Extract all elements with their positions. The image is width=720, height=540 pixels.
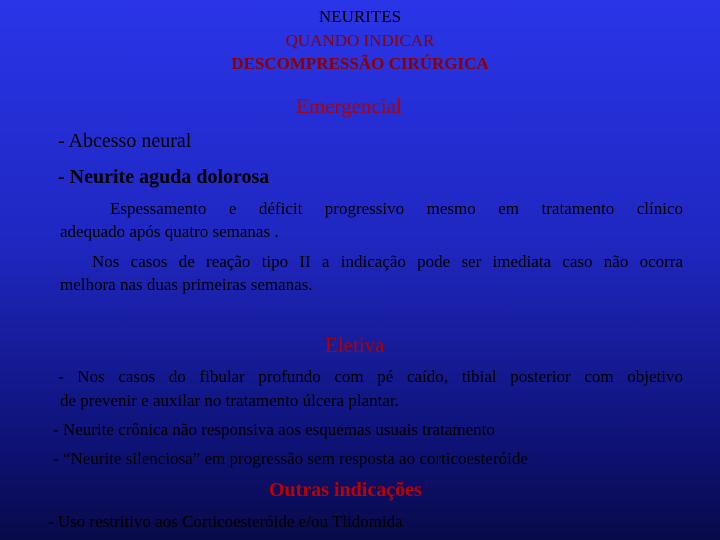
title-line-2: QUANDO INDICAR (285, 31, 435, 50)
title-line-1: NEURITES (318, 7, 402, 26)
eletiva-item-2: - Neurite crônica não responsiva aos esquemas usuais tratamento (53, 420, 495, 439)
heading-emergencial: Emergencial (296, 94, 402, 118)
paragraph-espessamento-line-2: adequado após quatro semanas . (60, 222, 279, 241)
list-item-neurite-aguda: - Neurite aguda dolorosa (58, 166, 270, 188)
eletiva-item-1-line-2: de prevenir e auxilar no tratamento úlcera plantar. (60, 391, 399, 410)
eletiva-item-1-line-1: - Nos casos do fibular profundo com pé caído, tibial posterior com objetivo (58, 367, 683, 386)
heading-eletiva: Eletiva (325, 333, 385, 357)
heading-outras-indicacoes: Outras indicações (269, 479, 422, 501)
outras-item-1: - Uso restritivo aos Corticoesteróide e/ou Tlidomida (48, 512, 403, 531)
title-line-3: DESCOMPRESSÃO CIRÚRGICA (231, 54, 489, 73)
paragraph-reacao-line-2: melhora nas duas primeiras semanas. (60, 275, 313, 294)
paragraph-espessamento-line-1: Espessamento e déficit progressivo mesmo em tratamento clínico (110, 199, 683, 218)
list-item-abcesso: - Abcesso neural (58, 130, 192, 152)
eletiva-item-3: - “Neurite silenciosa” em progressão sem resposta ao corticoesteróide (53, 449, 528, 468)
paragraph-reacao-line-1: Nos casos de reação tipo II a indicação pode ser imediata caso não ocorra (92, 252, 683, 271)
